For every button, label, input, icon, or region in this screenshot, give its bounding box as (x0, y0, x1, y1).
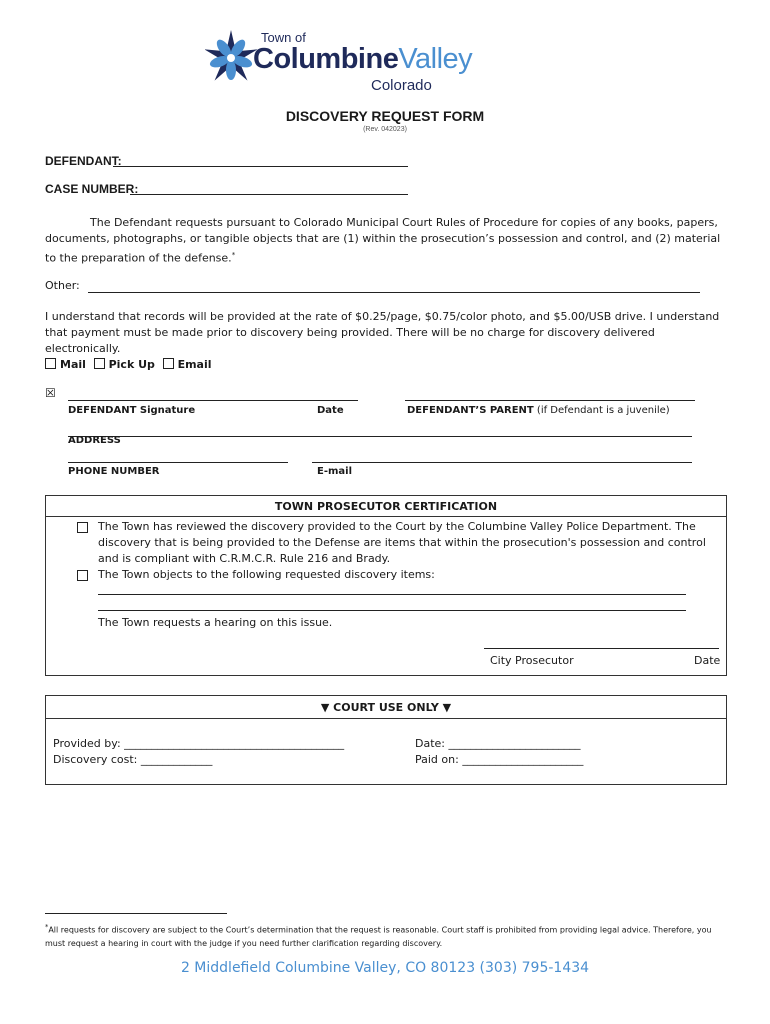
court-date-field[interactable]: Date: ________________________ (415, 737, 581, 750)
logo-state: Colorado (371, 77, 432, 94)
prosecutor-heading: TOWN PROSECUTOR CERTIFICATION (46, 496, 726, 517)
signature-label: DEFENDANT Signature (68, 405, 196, 416)
address-field[interactable] (68, 436, 692, 437)
case-number-label: CASE NUMBER: (45, 182, 139, 196)
sign-here-mark: ☒ (45, 386, 56, 400)
city-prosecutor-label: City Prosecutor (490, 654, 574, 667)
phone-field[interactable] (68, 462, 288, 463)
provided-by-field[interactable]: Provided by: ________________________________________ (53, 737, 345, 750)
footnote-mark: * (45, 923, 49, 931)
footnote-text: All requests for discovery are subject to the Court’s determination that the request is reasonable. Court staff is prohibited from providing legal advice. Therefore, you must request a hearing in court with the judge if you need further clarification regarding discovery. (45, 925, 712, 948)
parent-label (407, 405, 670, 416)
other-field[interactable] (88, 292, 700, 293)
prosecutor-date-label: Date (694, 654, 721, 667)
objects-checkbox[interactable] (77, 570, 88, 581)
reviewed-checkbox[interactable] (77, 522, 88, 533)
footnote-divider (45, 913, 227, 914)
signature-date-label: Date (317, 405, 344, 416)
logo-name-bold: Columbine (253, 43, 399, 75)
signature-field[interactable] (68, 400, 358, 401)
parent-signature-field[interactable] (405, 400, 695, 401)
email-field[interactable] (312, 462, 692, 463)
paid-on-field[interactable]: Paid on: ______________________ (415, 753, 584, 766)
rates-paragraph: I understand that records will be provided at the rate of $0.25/page, $0.75/color photo, and $5.00/USB drive. I understand that payment must be made prior to discovery being provided. There will be no charge for discovery delivered electronically. (45, 310, 720, 355)
intro-footnote-mark: * (231, 251, 236, 259)
footnote (45, 921, 725, 950)
pickup-checkbox[interactable] (94, 358, 105, 369)
intro-text: The Defendant requests pursuant to Colorado Municipal Court Rules of Procedure for copies of any books, papers, documents, photographs, or tangible objects that are (1) within the prosecution’s possession and control, and (2) material to the preparation of the defense. (45, 216, 721, 265)
court-heading: ▼ COURT USE ONLY ▼ (46, 696, 726, 719)
form-revision: (Rev. 042023) (363, 126, 407, 133)
prosecutor-certification-box (45, 495, 727, 676)
delivery-options (45, 357, 212, 373)
other-label: Other: (45, 279, 80, 292)
mail-checkbox[interactable] (45, 358, 56, 369)
email-field-label: E-mail (317, 466, 353, 477)
form-title: DISCOVERY REQUEST FORM (285, 108, 485, 124)
delivery-email[interactable] (163, 358, 212, 371)
email-label: Email (177, 358, 212, 371)
objects-field-2[interactable] (98, 610, 686, 611)
pickup-label: Pick Up (108, 358, 155, 371)
case-number-field[interactable] (130, 194, 408, 195)
intro-paragraph (45, 215, 725, 267)
logo-name-light: Valley (398, 43, 473, 75)
town-logo (205, 26, 475, 98)
court-use-box (45, 695, 727, 785)
objects-text: The Town objects to the following requested discovery items: (98, 568, 435, 581)
logo-name (253, 43, 472, 76)
phone-label: PHONE NUMBER (68, 466, 160, 477)
address-label: ADDRESS (68, 435, 121, 446)
logo-town-of: Town of (261, 30, 306, 45)
discovery-cost-field[interactable]: Discovery cost: _____________ (53, 753, 213, 766)
delivery-pickup[interactable] (94, 358, 155, 371)
defendant-field[interactable] (113, 166, 408, 167)
parent-label-note: (if Defendant is a juvenile) (533, 405, 670, 416)
defendant-label: DEFENDANT: (45, 154, 122, 168)
prosecutor-signature-field[interactable] (484, 648, 719, 649)
parent-label-bold: DEFENDANT’S PARENT (407, 405, 534, 416)
footer-address: 2 Middlefield Columbine Valley, CO 80123 (303) 795-1434 (180, 960, 590, 976)
email-checkbox[interactable] (163, 358, 174, 369)
objects-field-1[interactable] (98, 594, 686, 595)
mail-label: Mail (60, 358, 86, 371)
hearing-text: The Town requests a hearing on this issue. (98, 616, 333, 629)
delivery-mail[interactable] (45, 358, 86, 371)
reviewed-text: The Town has reviewed the discovery provided to the Court by the Columbine Valley Police Department. The discovery that is being provided to the Defense are items that within the prosecution's possession and control and is compliant with C.R.M.C.R. Rule 216 and Brady. (98, 520, 706, 565)
